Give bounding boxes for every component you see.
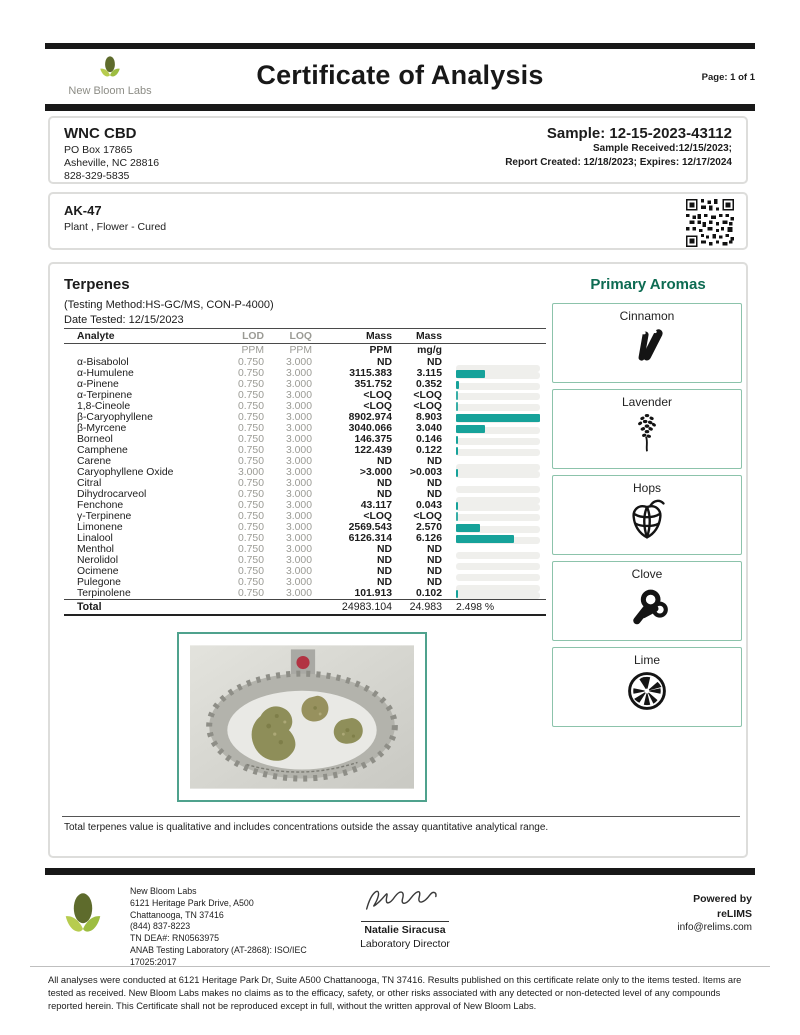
loq-bar [456, 391, 458, 400]
client-address1: PO Box 17865 [64, 144, 133, 156]
sample-id: Sample: 12-15-2023-43112 [546, 125, 732, 142]
lod-value: 0.750 [237, 566, 264, 577]
product-type: Plant , Flower - Cured [64, 221, 167, 233]
mass-mgg-value: 0.122 [415, 445, 442, 456]
mass-ppm-value: 146.375 [354, 434, 392, 445]
loq-value: 3.000 [285, 445, 312, 456]
client-sample-panel [48, 116, 748, 184]
lod-value: 3.000 [237, 467, 264, 478]
client-block [64, 125, 159, 183]
lod-value: 0.750 [237, 401, 264, 412]
mass-mgg-value: <LOQ [413, 401, 442, 412]
bar-track [456, 486, 540, 493]
mass-mgg-value: ND [426, 357, 442, 368]
bar-track [456, 563, 540, 570]
aroma-box-lime [552, 647, 742, 727]
terpene-row [64, 544, 546, 555]
mass-ppm-value: ND [376, 456, 392, 467]
powered-by-block [600, 892, 752, 936]
terpenes-rows [64, 357, 546, 599]
product-name: AK-47 [64, 203, 102, 218]
aroma-box-clove [552, 561, 742, 641]
disclaimer-divider [30, 966, 770, 967]
loq-value: 3.000 [285, 555, 312, 566]
lod-value: 0.750 [237, 511, 264, 522]
terpene-row [64, 456, 546, 467]
mass-ppm-value: ND [376, 489, 392, 500]
analyte-name: Limonene [77, 522, 123, 533]
mass-mgg-value: 0.352 [415, 379, 442, 390]
analyte-name: Linalool [77, 533, 113, 544]
terpene-row [64, 423, 546, 434]
bar-track [456, 552, 540, 559]
signatory-name: Natalie Siracusa [364, 924, 446, 936]
bar-track [456, 504, 540, 511]
loq-value: 3.000 [285, 588, 312, 599]
aroma-label: Lime [633, 653, 660, 667]
mass-bar-cell [442, 402, 542, 411]
loq-value: 3.000 [285, 478, 312, 489]
mass-bar [456, 469, 458, 477]
mass-bar-cell [442, 381, 542, 389]
mass-ppm-value: <LOQ [363, 401, 392, 412]
mass-bar-cell [442, 502, 542, 510]
signatory-role: Laboratory Director [360, 938, 450, 950]
lavender-icon [625, 411, 669, 455]
lab-address-line: ANAB Testing Laboratory (AT-2868): ISO/IEC [130, 944, 307, 955]
lod-value: 0.750 [237, 423, 264, 434]
mass-bar-cell [442, 524, 542, 532]
report-dates: Report Created: 12/18/2023; Expires: 12/17/2024 [505, 157, 732, 168]
table-units-row [64, 344, 546, 357]
loq-value: 3.000 [285, 533, 312, 544]
total-mass-ppm: 24983.104 [341, 601, 392, 613]
aroma-label: Hops [632, 481, 661, 495]
mass-ppm-value: 3040.066 [348, 423, 392, 434]
mass-ppm-value: 122.439 [354, 445, 392, 456]
analyte-name: β-Caryophyllene [77, 412, 153, 423]
mass-bar [456, 370, 485, 378]
page-title: Certificate of Analysis [256, 60, 544, 90]
loq-value: 3.000 [285, 357, 312, 368]
primary-aromas-column [552, 276, 744, 733]
loq-value: 3.000 [285, 456, 312, 467]
mass-mgg-value: <LOQ [413, 511, 442, 522]
powered-by-label: Powered by [693, 893, 752, 905]
terpene-row [64, 357, 546, 368]
analyte-name: Borneol [77, 434, 113, 445]
mass-bar [456, 414, 540, 422]
mass-ppm-value: <LOQ [363, 390, 392, 401]
loq-value: 3.000 [285, 489, 312, 500]
analyte-name: α-Bisabolol [77, 357, 129, 368]
terpene-row [64, 522, 546, 533]
client-address2: Asheville, NC 28816 [64, 157, 160, 169]
aroma-box-lavender [552, 389, 742, 469]
terpenes-table [64, 328, 546, 616]
aroma-boxes [552, 303, 744, 727]
mass-mgg-value: 0.102 [415, 588, 442, 599]
analyte-name: Terpinolene [77, 588, 131, 599]
analyte-name: Camphene [77, 445, 128, 456]
mass-mgg-value: 0.146 [415, 434, 442, 445]
mass-ppm-value: ND [376, 577, 392, 588]
mass-bar-cell [442, 512, 542, 521]
loq-value: 3.000 [285, 522, 312, 533]
mass-bar [456, 425, 485, 433]
mass-bar [456, 381, 459, 389]
mass-mgg-value: >0.003 [409, 467, 442, 478]
unit-mass-mgg: mg/g [417, 345, 442, 356]
analyte-name: Ocimene [77, 566, 119, 577]
lod-value: 0.750 [237, 478, 264, 489]
mass-ppm-value: ND [376, 478, 392, 489]
aroma-box-hops [552, 475, 742, 555]
lod-value: 0.750 [237, 456, 264, 467]
mass-mgg-value: 2.570 [415, 522, 442, 533]
lod-value: 0.750 [237, 412, 264, 423]
lod-value: 0.750 [237, 379, 264, 390]
lod-value: 0.750 [237, 368, 264, 379]
loq-value: 3.000 [285, 577, 312, 588]
lod-value: 0.750 [237, 522, 264, 533]
loq-value: 3.000 [285, 566, 312, 577]
mass-bar-cell [442, 370, 542, 378]
analyte-name: β-Myrcene [77, 423, 127, 434]
client-name: WNC CBD [64, 125, 137, 142]
total-percent: 2.498 % [456, 601, 495, 613]
lod-value: 0.750 [237, 390, 264, 401]
bar-track [456, 449, 540, 456]
loq-value: 3.000 [285, 390, 312, 401]
table-total-row [64, 599, 546, 616]
analyte-name: α-Terpinene [77, 390, 133, 401]
terpene-row [64, 390, 546, 401]
sample-block [505, 125, 732, 170]
loq-value: 3.000 [285, 368, 312, 379]
mass-mgg-value: 0.043 [415, 500, 442, 511]
mass-ppm-value: ND [376, 566, 392, 577]
leaf-logo-icon [60, 888, 106, 940]
loq-value: 3.000 [285, 401, 312, 412]
analyte-name: Fenchone [77, 500, 124, 511]
product-panel [48, 192, 748, 250]
mass-ppm-value: 6126.314 [348, 533, 392, 544]
lod-value: 0.750 [237, 489, 264, 500]
mass-mgg-value: ND [426, 555, 442, 566]
footer-top-rule [45, 868, 755, 875]
client-phone: 828-329-5835 [64, 170, 130, 182]
lod-value: 0.750 [237, 533, 264, 544]
mass-bar-cell [442, 391, 542, 400]
loq-value: 3.000 [285, 423, 312, 434]
mass-mgg-value: ND [426, 566, 442, 577]
bar-track [456, 383, 540, 390]
brand-name: New Bloom Labs [68, 85, 152, 97]
testing-method: (Testing Method:HS-GC/MS, CON-P-4000) [64, 299, 274, 311]
mass-mgg-value: ND [426, 456, 442, 467]
mass-mgg-value: ND [426, 478, 442, 489]
terpene-row [64, 445, 546, 456]
date-tested: Date Tested: 12/15/2023 [64, 314, 184, 326]
lod-value: 0.750 [237, 434, 264, 445]
loq-bar [456, 402, 458, 411]
mass-ppm-value: 101.913 [354, 588, 392, 599]
mass-bar-cell [442, 425, 542, 433]
analyte-name: Citral [77, 478, 102, 489]
terpene-row [64, 401, 546, 412]
sample-photo-image [190, 645, 414, 789]
terpene-row [64, 368, 546, 379]
terpenes-section-title: Terpenes [64, 276, 130, 293]
mass-mgg-value: 3.115 [416, 368, 442, 379]
col-analyte: Analyte [77, 330, 115, 342]
terpene-row [64, 588, 546, 599]
terpene-row [64, 434, 546, 445]
unit-lod: PPM [241, 345, 264, 356]
mass-mgg-value: ND [426, 544, 442, 555]
mass-bar-cell [442, 469, 542, 477]
aroma-box-cinnamon [552, 303, 742, 383]
mass-bar [456, 590, 458, 598]
lod-value: 0.750 [237, 500, 264, 511]
terpenes-panel [48, 262, 748, 858]
page-number: Page: 1 of 1 [701, 72, 755, 83]
analyte-name: Caryophyllene Oxide [77, 467, 174, 478]
mass-bar-cell [442, 447, 542, 455]
hops-icon [625, 497, 669, 541]
aroma-label: Lavender [621, 395, 673, 409]
footer-logo [60, 888, 106, 945]
lod-value: 0.750 [237, 357, 264, 368]
lab-address-line: TN DEA#: RN0563975 [130, 933, 219, 944]
lod-value: 0.750 [237, 577, 264, 588]
unit-mass-ppm: PPM [369, 345, 392, 356]
header-top-rule [45, 43, 755, 49]
bar-track [456, 592, 540, 599]
bar-track [456, 404, 540, 411]
table-header-row [64, 328, 546, 344]
mass-bar-cell [442, 590, 542, 598]
mass-mgg-value: 3.040 [415, 423, 442, 434]
mass-ppm-value: ND [376, 555, 392, 566]
analyte-name: Dihydrocarveol [77, 489, 147, 500]
mass-ppm-value: ND [376, 357, 392, 368]
mass-bar [456, 436, 458, 444]
col-mass-mgg: Mass [416, 330, 442, 342]
mass-bar-cell [442, 535, 542, 543]
analyte-name: α-Pinene [77, 379, 119, 390]
lab-address-line: (844) 837-8223 [130, 921, 191, 932]
loq-value: 3.000 [285, 434, 312, 445]
loq-value: 3.000 [285, 500, 312, 511]
loq-bar [456, 512, 458, 521]
mass-ppm-value: 2569.543 [348, 522, 392, 533]
primary-aromas-title: Primary Aromas [590, 276, 706, 293]
analyte-name: Menthol [77, 544, 114, 555]
analyte-name: α-Humulene [77, 368, 134, 379]
terpene-row [64, 478, 546, 489]
aroma-label: Cinnamon [619, 309, 675, 323]
lab-address-line: 6121 Heritage Park Drive, A500 [130, 897, 254, 908]
bar-track [456, 514, 540, 521]
terpene-row [64, 511, 546, 522]
terpene-row [64, 467, 546, 478]
lab-address-line: Chattanooga, TN 37416 [130, 909, 224, 920]
mass-ppm-value: ND [376, 544, 392, 555]
mass-ppm-value: 8902.974 [348, 412, 392, 423]
mass-mgg-value: ND [426, 577, 442, 588]
mass-mgg-value: ND [426, 489, 442, 500]
lab-address-line: 17025:2017 [130, 956, 177, 967]
mass-bar [456, 535, 514, 543]
mass-bar-cell [442, 414, 542, 422]
signature-block [338, 882, 472, 950]
analyte-name: 1,8-Cineole [77, 401, 131, 412]
lime-icon [625, 669, 669, 713]
lod-value: 0.750 [237, 555, 264, 566]
mass-ppm-value: 3115.383 [349, 368, 392, 379]
terpene-row [64, 379, 546, 390]
header-bottom-rule [45, 104, 755, 111]
lod-value: 0.750 [237, 588, 264, 599]
unit-loq: PPM [289, 345, 312, 356]
col-loq: LOQ [289, 330, 312, 342]
lab-address-line: New Bloom Labs [130, 886, 197, 896]
mass-ppm-value: 351.752 [354, 379, 392, 390]
signature-line [361, 921, 449, 922]
mass-bar [456, 524, 480, 532]
aroma-label: Clove [631, 567, 663, 581]
bar-track [456, 393, 540, 400]
total-label: Total [77, 601, 102, 613]
lod-value: 0.750 [237, 544, 264, 555]
total-mass-mgg: 24.983 [409, 601, 442, 613]
sample-photo [177, 632, 427, 802]
mass-ppm-value: <LOQ [363, 511, 392, 522]
lims-email: info@relims.com [677, 922, 752, 933]
analyte-name: Nerolidol [77, 555, 119, 566]
mass-ppm-value: 43.117 [360, 500, 392, 511]
mass-bar [456, 447, 458, 455]
col-mass-ppm: Mass [366, 330, 392, 342]
col-lod: LOD [242, 330, 264, 342]
terpene-row [64, 412, 546, 423]
disclaimer-text: All analyses were conducted at 6121 Heritage Park Dr, Suite A500 Chattanooga, TN 37416. Results published on this certificate relate only to the items tested. Items are tested as received. New Bloom Labs makes no claims as to the efficacy, safety, or other risks associated with any detected or non-detected level of any compounds reported herein. This Certificate shall not be reproduced except in full, without the written approval of New Bloom Labs. [48, 975, 742, 1011]
loq-value: 3.000 [285, 379, 312, 390]
mass-mgg-value: <LOQ [413, 390, 442, 401]
loq-value: 3.000 [285, 412, 312, 423]
note-divider [62, 816, 740, 817]
loq-value: 3.000 [285, 544, 312, 555]
loq-value: 3.000 [285, 467, 312, 478]
mass-bar-cell [442, 436, 542, 444]
qr-code [686, 199, 734, 247]
terpene-row [64, 533, 546, 544]
loq-value: 3.000 [285, 511, 312, 522]
mass-ppm-value: >3.000 [359, 467, 392, 478]
lab-address-block [130, 886, 340, 969]
bar-track [456, 574, 540, 581]
cinnamon-icon [625, 325, 669, 369]
analyte-name: Carene [77, 456, 112, 467]
sample-received: Sample Received:12/15/2023; [593, 143, 732, 154]
mass-bar [456, 502, 458, 510]
lod-value: 0.750 [237, 445, 264, 456]
clove-icon [625, 583, 669, 627]
analyte-name: γ-Terpinene [77, 511, 132, 522]
signature-icon [355, 882, 455, 916]
analyte-name: Pulegone [77, 577, 121, 588]
bar-track [456, 438, 540, 445]
mass-mgg-value: 8.903 [415, 412, 442, 423]
lims-name: reLIMS [716, 907, 752, 920]
terpenes-note: Total terpenes value is qualitative and includes concentrations outside the assay quantitative analytical range. [64, 822, 549, 833]
terpene-row [64, 500, 546, 511]
mass-mgg-value: 6.126 [415, 533, 442, 544]
bar-track [456, 471, 540, 478]
